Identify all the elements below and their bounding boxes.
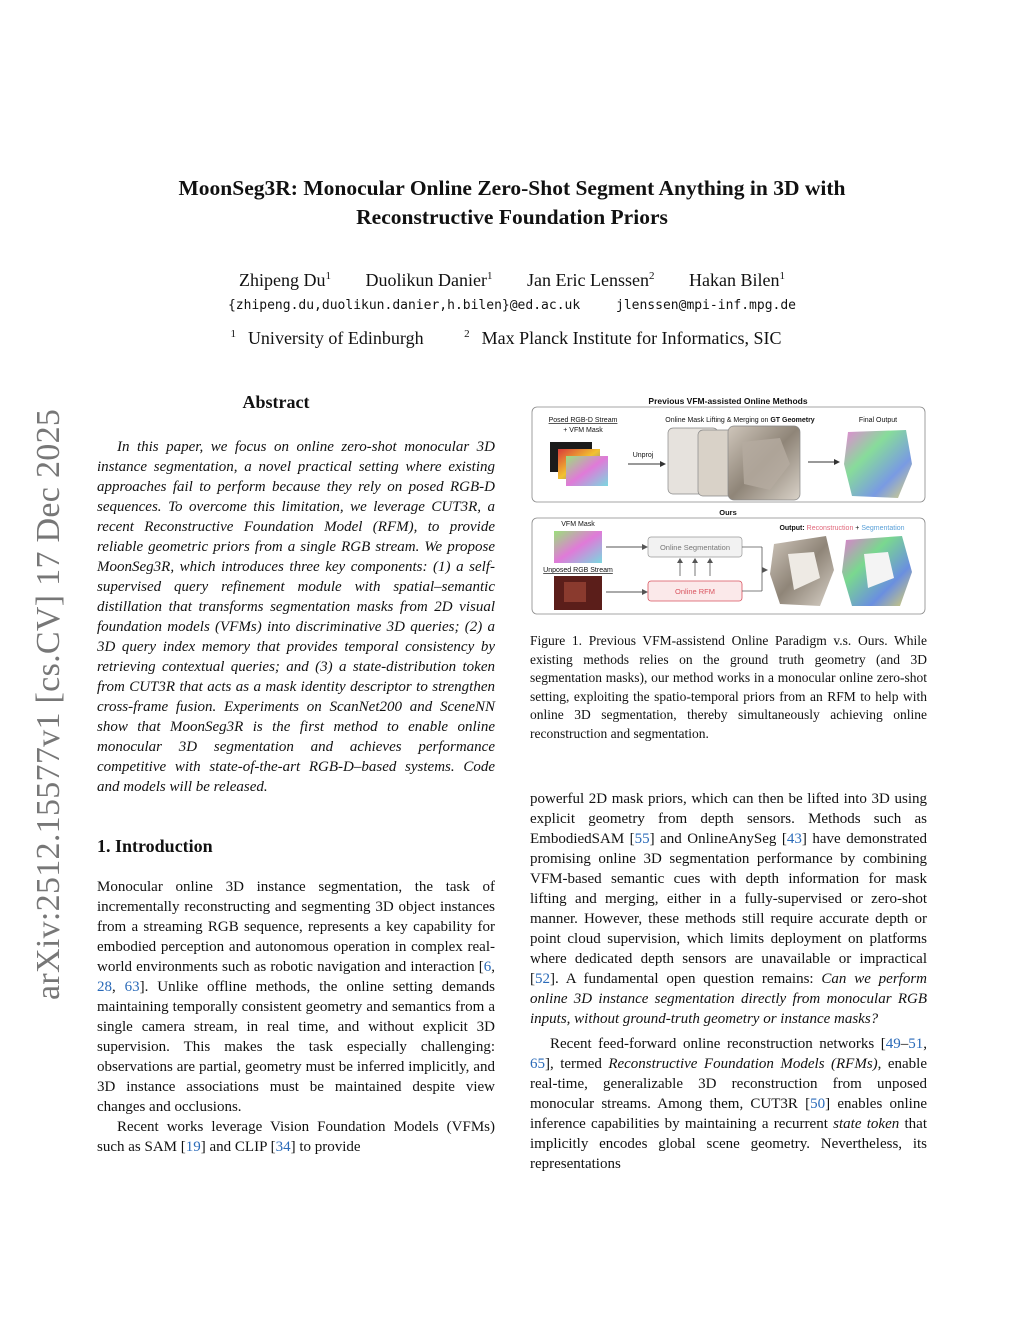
arxiv-stamp: arXiv:2512.15577v1 [cs.CV] 17 Dec 2025 [30,408,67,1000]
affiliation-2: $^2$ Max Planck Institute for Informatics, SIC [464,328,782,348]
affiliations [0,328,1024,349]
citation-link[interactable]: 52 [535,971,550,987]
citation-link[interactable]: 51 [908,1036,924,1052]
author: Hakan Bilen$^1$ [688,270,785,290]
figure-1 [530,394,927,616]
output-label: Output: Reconstruction + Segmentation [779,525,905,532]
vfm-mask-label: VFM Mask [561,521,595,528]
lifting-label: Online Mask Lifting & Merging on GT Geometry [665,417,815,424]
author-list [0,270,1024,291]
citation-link[interactable]: 49 [885,1036,901,1052]
final-output-label: Final Output [858,417,898,424]
title-line-1: MoonSeg3R: Monocular Online Zero-Shot Segment Anything in 3D with [178,176,846,200]
citation-link[interactable]: 63 [124,979,140,995]
intro-paragraph-1: Monocular online 3D instance segmentation, the task of incrementally reconstructing and segmenting 3D object instances from a streaming RGB sequence, represents a key capability for embodied perception and autonomous operation in complex real-world environments such as robotic navigation and interaction [6, 28, 63]. Unlike offline methods, the online setting demands maintaining temporally consistent geometry and semantics from a single camera stream, in real time, and without explicit 3D supervision. This makes the task especially challenging: observations are partial, geometry must be inferred implicitly, and 3D instance associations must be maintained despite view changes and occlusions. [97,879,495,1115]
intro-heading: 1. Introduction [97,836,213,856]
abstract-text: In this paper, we focus on online zero-shot monocular 3D instance segmentation, a novel practical setting where existing approaches fail to perform because they rely on posed RGB-D sequences. To overcome this limitation, we leverage CUT3R, a recent Reconstructive Foundation Model (RFM), to provide reliable geometric priors from a single RGB stream. We propose MoonSeg3R, which introduces three key components: (1) a self-supervised query refinement module with spatial–semantic distillation that transforms segmentation masks from 2D visual foundation models (VFMs) into discriminative 3D queries; (2) a 3D query index memory that provides temporal consistency by retrieving contextual queries; and (3) a state-distribution token from CUT3R that acts as a mask identity descriptor to strengthen cross-frame fusion. Experiments on ScanNet200 and SceneNN show that MoonSeg3R is the first method to enable online monocular 3D segmentation and achieves performance competitive with state-of-the-art RGB-D–based systems. Code and models will be released. [97,439,495,795]
ours-label: Ours [719,508,737,517]
unproj-label: Unproj [632,452,654,459]
citation-link[interactable]: 50 [810,1096,826,1112]
research-question: Can we perform online 3D instance segmentation directly from monocular RGB inputs, without ground-truth geometry or instance masks? [530,971,928,1027]
rgbd-frame [566,456,608,486]
citation-link[interactable]: 43 [786,831,802,847]
intro-paragraph-2: Recent works leverage Vision Foundation Models (VFMs) such as SAM [19] and CLIP [34] to provide [97,1119,495,1155]
posed-stream-label: Posed RGB-D Stream [548,417,618,424]
final-output-segmentation [844,430,912,498]
email-edinburgh: {zhipeng.du,duolikun.danier,h.bilen}@ed.ac.uk [227,298,581,313]
citation-link[interactable]: 6 [483,959,492,975]
figure-1-diagram [530,394,927,616]
paper-title [0,174,1024,232]
vfm-mask-plus-label: + VFM Mask [563,427,603,434]
figure-1-caption: Figure 1. Previous VFM-assistend Online Paradigm v.s. Ours. While existing methods relies on the ground truth geometry (and 3D segmentation masks), our method works in a monocular online zero-shot setting, exploiting the spatio-temporal priors from an RFM to help with online 3D segmentation, thereby simultaneously achieving online reconstruction and segmentation. [530,633,927,741]
author: Jan Eric Lenssen$^2$ [527,270,655,290]
affiliation-1: $^1$ University of Edinburgh [230,328,424,348]
left-column [97,392,495,1157]
citation-link[interactable]: 34 [275,1139,291,1155]
online-segmentation-label: Online Segmentation [659,543,731,552]
right-column [530,789,927,1174]
author: Duolikun Danier$^1$ [365,270,493,290]
author-emails [0,298,1024,313]
intro-paragraph-4: Recent feed-forward online reconstruction networks [49–51, 65], termed Reconstructive Foundation Models (RFMs), enable real-time, generalizable 3D reconstruction from unposed monocular streams. Among them, CUT3R [50] enables online inference capabilities by maintaining a recurrent state token that implicitly encodes global scene geometry. Nevertheless, its representations [530,1036,928,1172]
vfm-mask-image [554,531,602,563]
figure-top-title: Previous VFM-assisted Online Methods [648,396,808,406]
online-rfm-label: Online RFM [674,587,716,596]
citation-link[interactable]: 55 [634,831,650,847]
citation-link[interactable]: 28 [97,979,112,995]
citation-link[interactable]: 65 [530,1056,545,1072]
abstract-heading: Abstract [242,392,310,412]
intro-paragraph-3: powerful 2D mask priors, which can then be lifted into 3D using explicit geometry from depth sensors. Methods such as EmbodiedSAM [55] and OnlineAnySeg [43] have demonstrated promising online 3D segmentation performance by combining VFM-based semantic cues with depth information for mask lifting and merging, either in a fully-supervised or zero-shot manner. However, these methods still require accurate depth or point cloud supervision, which limits deployment on platforms where dedicated depth sensors are unavailable or impractical [52]. A fundamental open question remains: Can we perform online 3D instance segmentation directly from monocular RGB inputs, without ground-truth geometry or instance masks? [530,791,928,1027]
unposed-stream-label: Unposed RGB Stream [543,567,613,574]
title-line-2: Reconstructive Foundation Priors [356,205,668,229]
author: Zhipeng Du$^1$ [239,270,332,290]
email-mpi: jlenssen@mpi-inf.mpg.de [616,298,797,313]
citation-link[interactable]: 19 [185,1139,201,1155]
